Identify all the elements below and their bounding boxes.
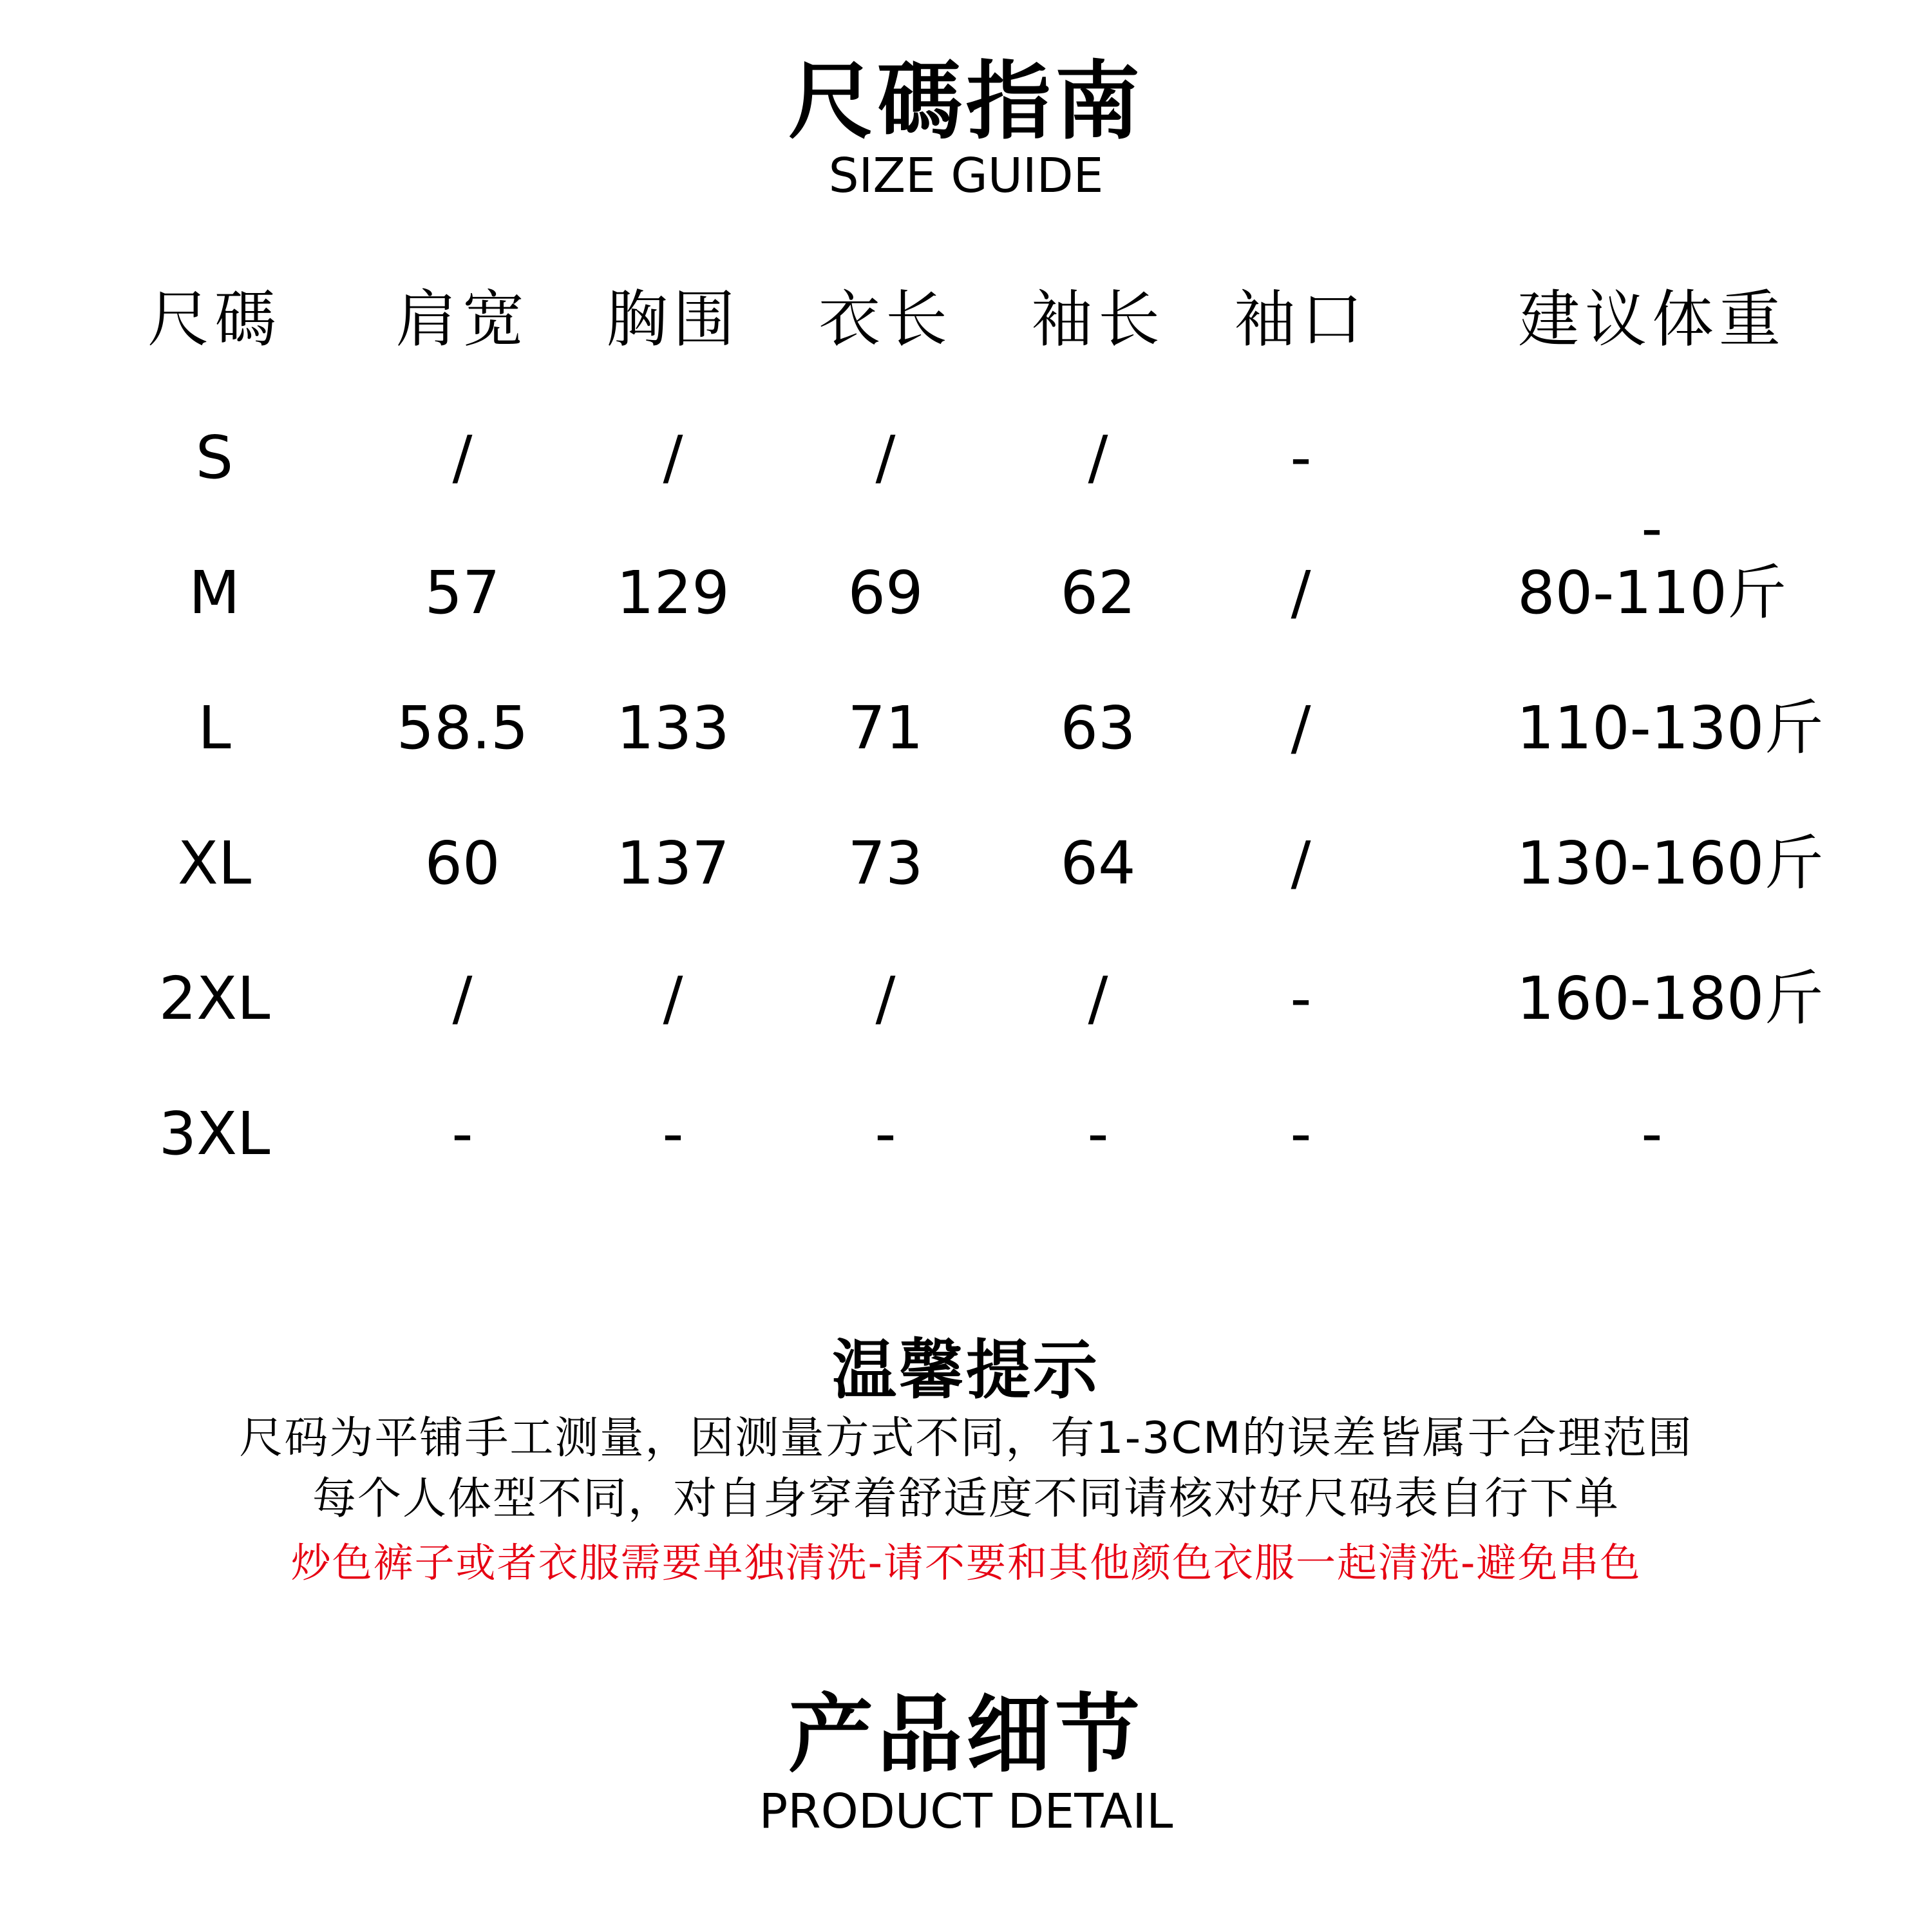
table-cell-cuff: - <box>1290 423 1312 492</box>
table-cell-weight: - <box>1641 1099 1663 1168</box>
table-cell-cuff: - <box>1290 964 1312 1033</box>
table-cell-shoulder: / <box>452 964 473 1033</box>
tips-washing-warning: 炒色裤子或者衣服需要单独清洗-请不要和其他颜色衣服一起清洗-避免串色 <box>290 1539 1642 1586</box>
table-header-cuff: 袖口 <box>1234 283 1368 355</box>
table-cell-shoulder: 58.5 <box>396 694 529 762</box>
table-cell-length: 71 <box>848 694 923 762</box>
table-cell-chest: - <box>662 1099 684 1168</box>
table-cell-weight: 80-110斤 <box>1517 558 1786 627</box>
table-cell-size: 3XL <box>158 1099 270 1168</box>
table-cell-cuff: / <box>1291 694 1311 762</box>
table-cell-chest: 129 <box>616 558 730 627</box>
table-cell-shoulder: 57 <box>424 558 500 627</box>
tips-line-fit: 每个人体型不同，对自身穿着舒适度不同请核对好尺码表自行下单 <box>312 1473 1620 1524</box>
stray-dash-mark: - <box>1641 494 1663 563</box>
table-header-shoulder: 肩宽 <box>395 283 529 355</box>
tips-title: 温馨提示 <box>832 1332 1100 1408</box>
table-cell-cuff: / <box>1291 558 1311 627</box>
table-cell-length: / <box>875 423 896 492</box>
table-cell-sleeve: 63 <box>1060 694 1136 762</box>
product-detail-title: 产品细节 <box>788 1685 1144 1785</box>
table-cell-sleeve: 62 <box>1060 558 1136 627</box>
table-cell-cuff: / <box>1291 829 1311 898</box>
table-cell-weight: 160-180斤 <box>1517 964 1824 1033</box>
table-cell-length: 73 <box>848 829 923 898</box>
table-cell-sleeve: / <box>1088 964 1108 1033</box>
tips-line-measurement: 尺码为平铺手工测量，因测量方式不同，有1-3CM的误差皆属于合理范围 <box>239 1413 1693 1464</box>
table-header-sleeve: 袖长 <box>1031 283 1165 355</box>
table-cell-size: L <box>198 694 231 762</box>
product-detail-subtitle: PRODUCT DETAIL <box>759 1784 1173 1839</box>
table-cell-cuff: - <box>1290 1099 1312 1168</box>
table-cell-chest: 133 <box>616 694 730 762</box>
table-cell-shoulder: / <box>452 423 473 492</box>
table-header-weight: 建议体重 <box>1518 283 1786 355</box>
table-cell-sleeve: 64 <box>1060 829 1136 898</box>
table-cell-chest: / <box>663 964 683 1033</box>
size-guide-title: 尺碼指南 <box>788 52 1144 151</box>
table-cell-shoulder: - <box>451 1099 473 1168</box>
table-cell-size: S <box>195 423 234 492</box>
table-cell-size: XL <box>177 829 252 898</box>
table-cell-weight: 110-130斤 <box>1517 694 1824 762</box>
size-guide-subtitle: SIZE GUIDE <box>828 148 1104 204</box>
table-cell-chest: 137 <box>616 829 730 898</box>
table-cell-sleeve: / <box>1088 423 1108 492</box>
table-cell-length: - <box>875 1099 896 1168</box>
table-cell-size: 2XL <box>158 964 270 1033</box>
table-cell-length: 69 <box>848 558 923 627</box>
table-cell-shoulder: 60 <box>424 829 500 898</box>
table-header-size: 尺碼 <box>147 283 281 355</box>
table-cell-chest: / <box>663 423 683 492</box>
table-cell-length: / <box>875 964 896 1033</box>
table-cell-size: M <box>189 558 240 627</box>
table-cell-sleeve: - <box>1087 1099 1109 1168</box>
table-header-length: 衣长 <box>819 283 952 355</box>
table-cell-weight: 130-160斤 <box>1517 829 1824 898</box>
table-header-chest: 胸围 <box>606 283 740 355</box>
